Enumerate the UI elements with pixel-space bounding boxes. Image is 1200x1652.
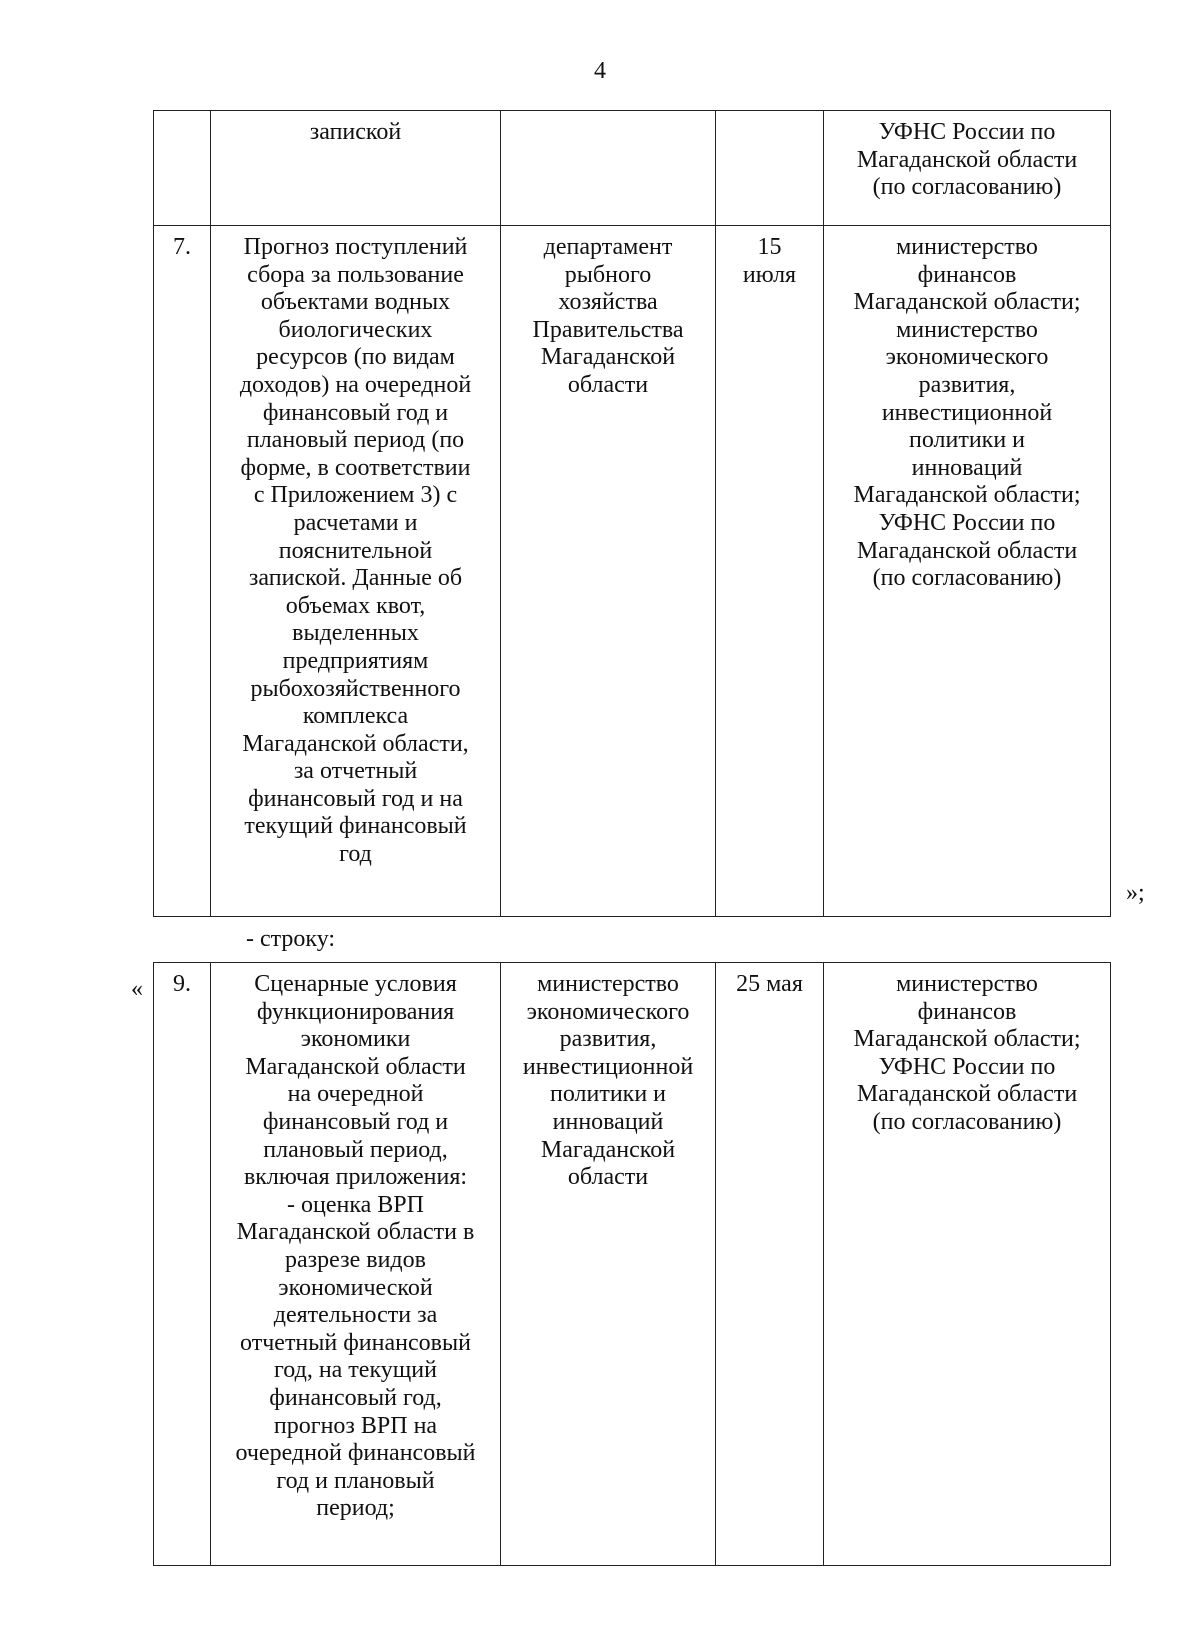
row-recipients: министерство финансов Магаданской области; УФНС России по Магаданской области (по согласованию) bbox=[824, 963, 1111, 1566]
row-description: Прогноз поступлений сбора за пользование объектами водных биологических ресурсов (по видам доходов) на очередной финансовый год и плановый период (по форме, в соответствии с Приложением 3) с расчетами и пояснительной запиской. Данные об объемах квот, выделенных предприятиям рыбохозяйственного комплекса Магаданской области, за отчетный финансовый год и на текущий финансовый год bbox=[211, 226, 501, 917]
table-row bbox=[154, 111, 1111, 226]
row-number: 9. bbox=[154, 963, 211, 1566]
table-continued bbox=[153, 110, 1111, 917]
row-responsible: департамент рыбного хозяйства Правительства Магаданской области bbox=[501, 226, 716, 917]
row-description: запиской bbox=[211, 111, 501, 226]
page-number: 4 bbox=[594, 58, 606, 84]
instruction-text: - строку: bbox=[246, 926, 336, 952]
row-recipients: министерство финансов Магаданской области; министерство экономического развития, инвестиционной политики и инноваций Магаданской области; УФНС России по Магаданской области (по согласованию) bbox=[824, 226, 1111, 917]
row-responsible: министерство экономического развития, инвестиционной политики и инноваций Магаданской области bbox=[501, 963, 716, 1566]
table-new-row bbox=[153, 962, 1111, 1566]
row-number: 7. bbox=[154, 226, 211, 917]
row-deadline bbox=[716, 111, 824, 226]
row-deadline: 15 июля bbox=[716, 226, 824, 917]
row-description: Сценарные условия функционирования экономики Магаданской области на очередной финансовый год и плановый период, включая приложения: - оценка ВРП Магаданской области в разрезе видов экономической деятельности за отчетный финансовый год, на текущий финансовый год, прогноз ВРП на очередной финансовый год и плановый период; bbox=[211, 963, 501, 1566]
row-responsible bbox=[501, 111, 716, 226]
row-deadline: 25 мая bbox=[716, 963, 824, 1566]
table-row bbox=[154, 226, 1111, 917]
closing-quote: »; bbox=[1126, 880, 1145, 906]
table-row bbox=[154, 963, 1111, 1566]
opening-quote: « bbox=[131, 976, 143, 1002]
row-number bbox=[154, 111, 211, 226]
row-recipients: УФНС России по Магаданской области (по согласованию) bbox=[824, 111, 1111, 226]
